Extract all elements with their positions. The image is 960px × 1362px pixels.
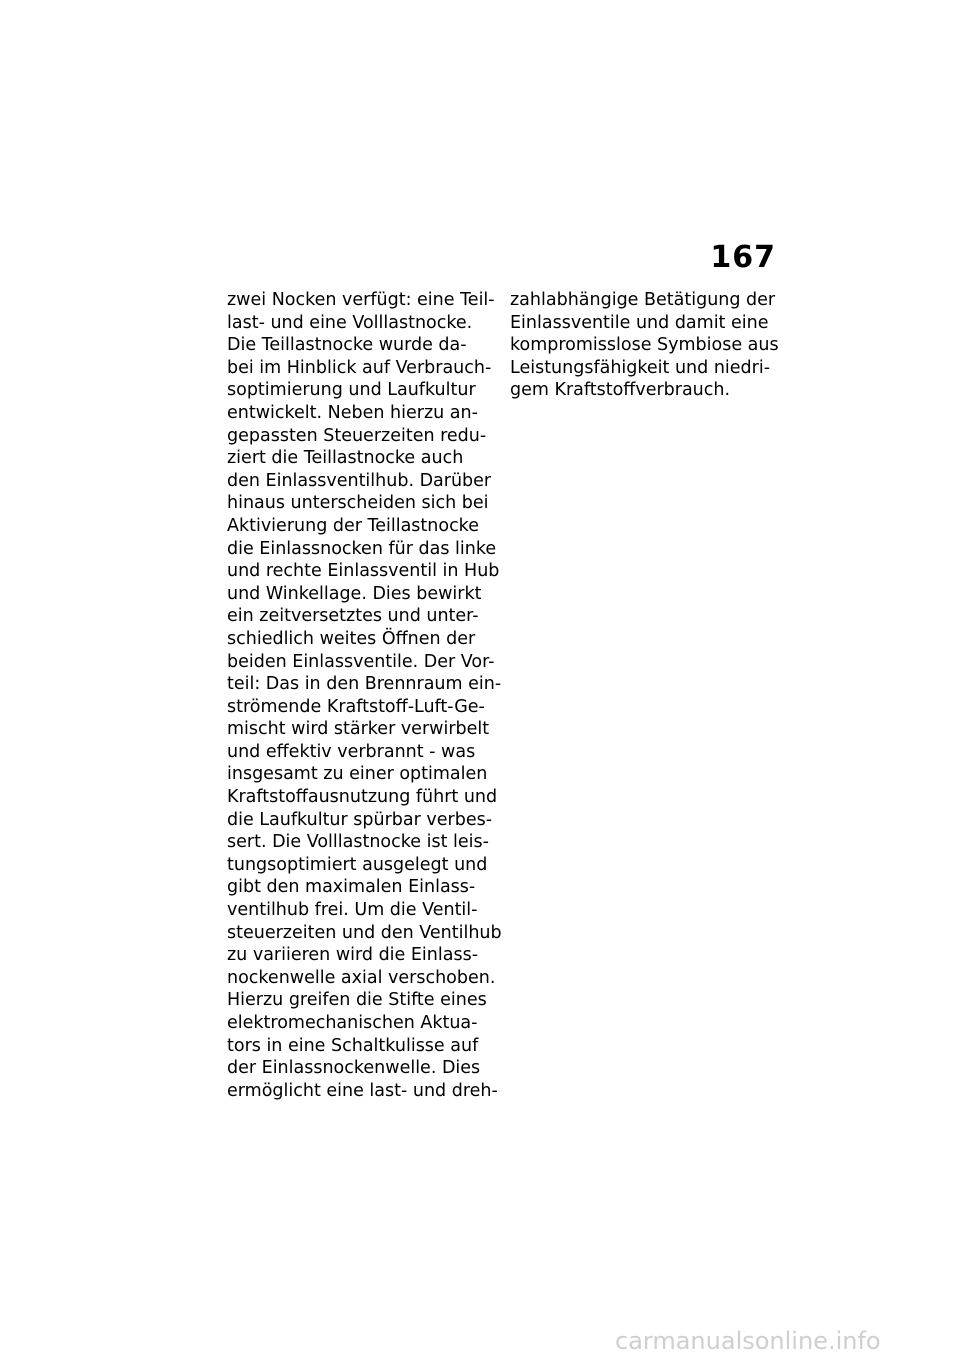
text-line: elektromechanischen Aktua-	[227, 1013, 478, 1033]
text-line: zu variieren wird die Einlass-	[227, 945, 479, 966]
text-line: mischt wird stärker verwirbelt	[227, 719, 490, 740]
text-line: Aktivierung der Teillastnocke	[227, 515, 479, 536]
text-line: die Einlassnocken für das linke	[227, 538, 497, 559]
text-line: und rechte Einlassventil in Hub	[227, 561, 500, 582]
text-line: beiden Einlassventile. Der Vor-	[227, 651, 495, 672]
text-line: und effektiv verbrannt - was	[227, 741, 476, 762]
text-line: entwickelt. Neben hierzu an-	[227, 402, 478, 423]
text-line: schiedlich weites Öffnen der	[227, 628, 476, 649]
text-line: steuerzeiten und den Ventilhub	[227, 922, 502, 943]
text-line: hinaus unterscheiden sich bei	[227, 493, 489, 514]
text-line: teil: Das in den Brennraum ein-	[227, 674, 502, 695]
text-line: ziert die Teillastnocke auch	[227, 448, 464, 469]
text-line: gibt den maximalen Einlass-	[227, 877, 476, 898]
text-line: ventilhub frei. Um die Ventil-	[227, 900, 478, 921]
text-column-right	[510, 289, 778, 402]
text-line: bei im Hinblick auf Verbrauch-	[227, 357, 492, 378]
text-line: soptimierung und Laufkultur	[227, 380, 476, 401]
text-line: Hierzu greifen die Stifte eines	[227, 990, 487, 1011]
text-line: kompromisslose Symbiose aus	[510, 335, 779, 356]
text-line: sert. Die Volllastnocke ist leis-	[227, 832, 489, 853]
watermark-text: carmanualsonline.info	[615, 1327, 881, 1355]
text-line: nockenwelle axial verschoben.	[227, 967, 496, 988]
text-line: gem Kraftstoffverbrauch.	[510, 380, 731, 401]
text-line: insgesamt zu einer optimalen	[227, 764, 488, 785]
text-line: der Einlassnockenwelle. Dies	[227, 1058, 481, 1079]
text-line: ein zeitversetztes und unter-	[227, 606, 479, 627]
text-column-left	[227, 289, 502, 1102]
text-line: strömende Kraftstoff-Luft-Ge-	[227, 696, 485, 717]
text-line: die Laufkultur spürbar verbes-	[227, 809, 493, 830]
text-line: den Einlassventilhub. Darüber	[227, 470, 492, 491]
text-line: gepassten Steuerzeiten redu-	[227, 425, 487, 446]
page-number: 167	[710, 240, 776, 275]
text-line: zahlabhängige Betätigung der	[510, 290, 776, 310]
text-line: Leistungsfähigkeit und niedri-	[510, 357, 771, 378]
text-line: last- und eine Volllastnocke.	[227, 312, 473, 333]
text-line: Einlassventile und damit eine	[510, 312, 769, 333]
text-line: tungsoptimiert ausgelegt und	[227, 854, 488, 875]
text-line: ermöglicht eine last- und dreh-	[227, 1080, 498, 1101]
text-line: Kraftstoffausnutzung führt und	[227, 787, 498, 808]
text-line: Die Teillastnocke wurde da-	[227, 335, 467, 356]
text-line: zwei Nocken verfügt: eine Teil-	[227, 290, 495, 310]
text-line: tors in eine Schaltkulisse auf	[227, 1035, 479, 1056]
text-line: und Winkellage. Dies bewirkt	[227, 583, 482, 604]
